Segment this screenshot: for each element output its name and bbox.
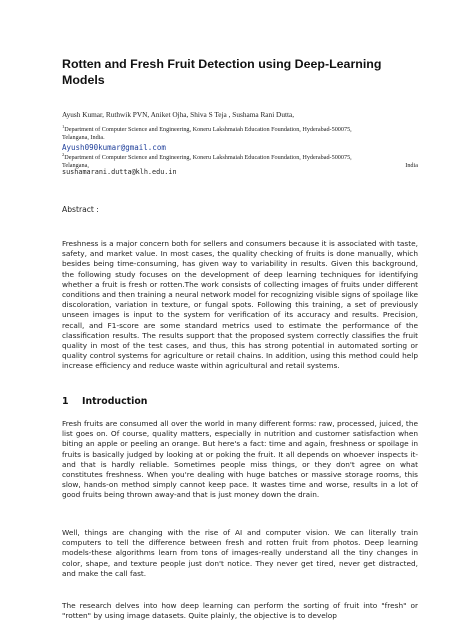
intro-paragraph-3: The research delves into how deep learning can perform the sorting of fruit into "fresh" or "rotten" by using image datasets. Quite plainly, the objective is to develop (62, 601, 418, 621)
affiliation-2-marker: 2 (62, 151, 65, 157)
abstract-label: Abstract : (62, 205, 99, 214)
intro-paragraph-1: Fresh fruits are consumed all over the world in many different forms: raw, processed, juiced, the list goes on. Of course, quality matters, especially in nutrition and customer satisfaction when biting an apple or peeling an orange. But here's a fact: time and again, freshness or spoilage in fruits is basically judged by looking at or poking the fruit. It all depends on whoever inspects it-and that is hardly reliable. Sometimes people miss things, or they don't agree on what constitutes freshness. When you're dealing with huge batches or massive storage rooms, this slow, hands-on method simply cannot keep pace. It wastes time and worse, results in a lot of good fruits being thrown away-and that is just money down the drain. (62, 419, 418, 500)
author-email-1[interactable]: Ayush090kumar@gmail.com (62, 143, 166, 152)
section-title: Introduction (82, 396, 148, 407)
section-heading-introduction (62, 396, 147, 407)
abstract-text: Freshness is a major concern both for sellers and consumers because it is associated with taste, safety, and market value. In most cases, the quality checking of fruits is done manually, which besides being time-consuming, has given way to variability in results. Given this background, the following study focuses on the development of deep learning techniques for identifying whether a fruit is fresh or rotten.The work consists of collecting images of fruits under different conditions and then training a neural network model for recognizing visible signs of spoilage like discoloration, variation in texture, or fungal spots. Following this training, a set of previously unseen images is input to the system for verification of its accuracy and results. Precision, recall, and F1-score are some standard metrics used to estimate the performance of the classification results. The results support that the proposed system correctly classifies the fruit quality in most of the test cases, and thus, this has strong potential in automated sorting or quality control systems for agriculture or retail chains. In addition, using this method could help increase efficiency and reduce waste within agricultural and retail systems. (62, 239, 418, 371)
affiliation-1-marker: 1 (62, 123, 65, 129)
paper-title: Rotten and Fresh Fruit Detection using Deep-Learning Models (62, 57, 382, 87)
author-email-2[interactable]: sushamarani.dutta@klh.edu.in (62, 168, 177, 176)
section-number: 1 (62, 396, 69, 407)
author-list: Ayush Kumar, Ruthwik PVN, Aniket Ojha, Shiva S Teja , Sushama Rani Dutta, (62, 110, 295, 119)
intro-paragraph-2: Well, things are changing with the rise of AI and computer vision. We can literally train computers to tell the difference between fresh and rotten fruit from photos. Deep learning models-these algorithms learn from tons of images-really understand all the tiny changes in color, shape, and texture people just don't notice. They never get tired, never get distracted, and make the call fast. (62, 528, 418, 578)
affiliation-1-line2: Telangana, India. (62, 134, 105, 142)
affiliation-1 (62, 123, 418, 143)
affiliation-2-line2: Telangana, India (62, 162, 418, 170)
affiliation-2-line1: $^2$Department of Computer Science and Engineering, Koneru Lakshmaiah Education Foundation, Hyderabad-500075, (62, 151, 352, 161)
affiliation-1-line1: $^1$Department of Computer Science and Engineering, Koneru Lakshmaiah Education Foundation, Hyderabad-500075, (62, 123, 352, 133)
